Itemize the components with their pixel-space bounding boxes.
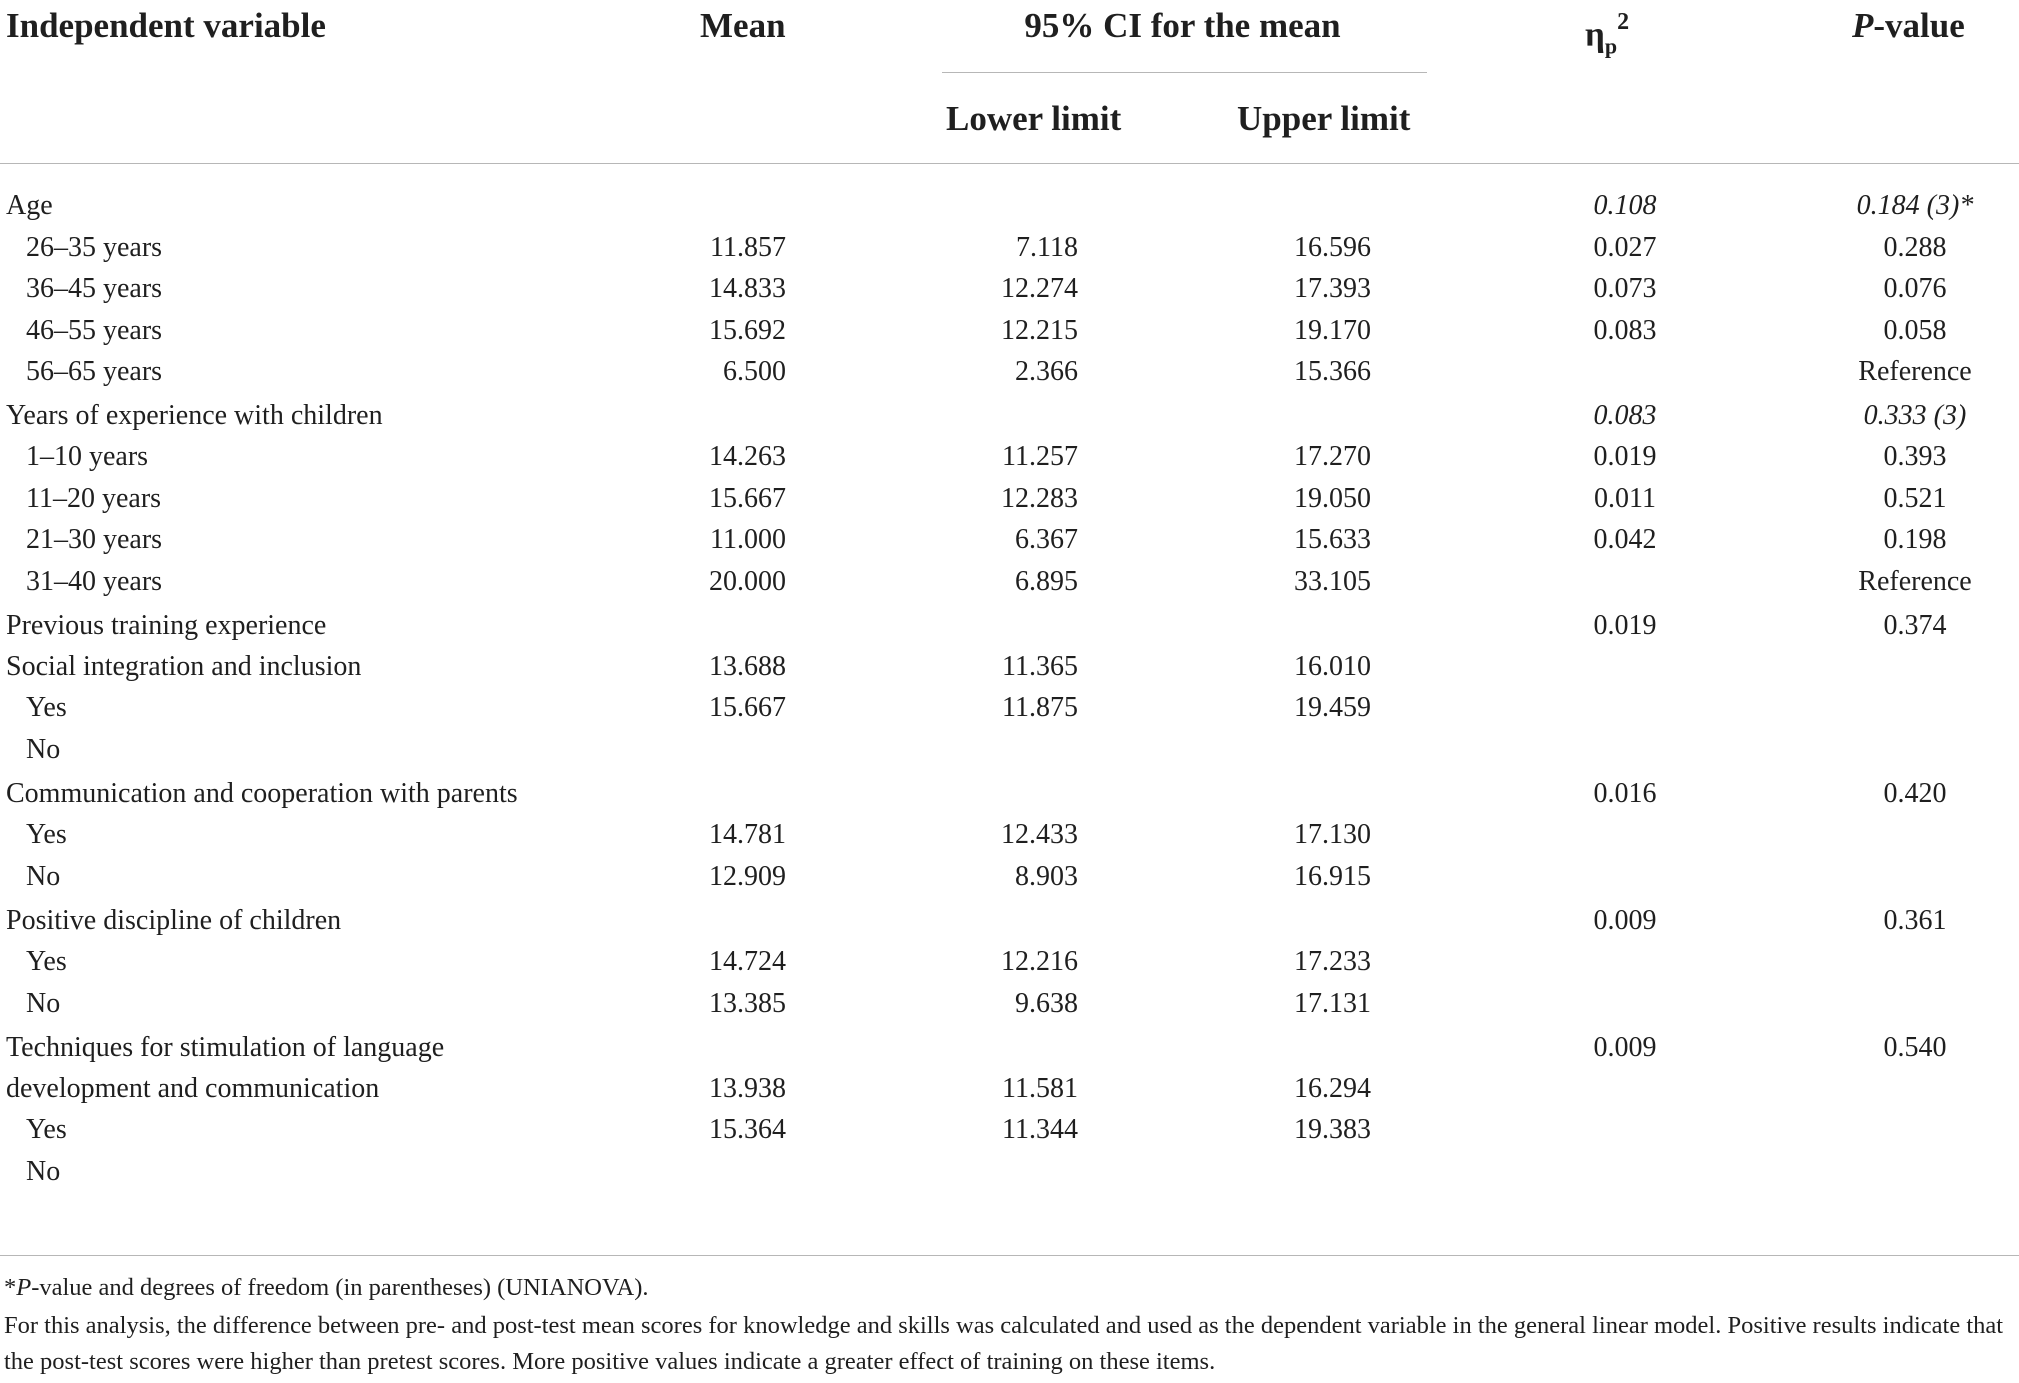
row-lower: 12.433: [1001, 819, 1078, 850]
row-label: 21–30 years: [26, 524, 163, 555]
row-lower: 11.365: [1002, 651, 1078, 682]
header-mean: Mean: [700, 6, 786, 45]
row-lower: 12.274: [1001, 273, 1078, 304]
header-p-italic: P: [1852, 6, 1874, 45]
row-upper: 17.130: [1294, 819, 1371, 850]
row-p: 0.058: [1883, 315, 1947, 346]
row-label: 1–10 years: [26, 441, 149, 472]
row-lower: 6.367: [1015, 524, 1078, 555]
table-bottom-rule: [0, 1255, 2019, 1256]
footnote-star: *: [4, 1274, 17, 1301]
row-eta: 0.019: [1593, 610, 1657, 641]
row-lower: 11.875: [1002, 692, 1078, 723]
row-label: No: [26, 734, 61, 765]
row-label: 26–35 years: [26, 232, 163, 263]
row-label: 36–45 years: [26, 273, 163, 304]
row-mean: 15.667: [709, 692, 786, 723]
row-mean: 12.909: [709, 861, 786, 892]
header-eta-sub: p: [1604, 33, 1618, 59]
row-upper: 15.633: [1294, 524, 1371, 555]
header-upper-limit: Upper limit: [1237, 99, 1411, 138]
footnote-p-value: [4, 1270, 2014, 1306]
row-label: Yes: [26, 946, 67, 977]
row-lower: 7.118: [1016, 232, 1078, 263]
header-p-rest: -value: [1873, 6, 1965, 45]
row-mean: 13.938: [709, 1073, 786, 1104]
row-lower: 2.366: [1015, 356, 1078, 387]
header-rule: [0, 163, 2019, 164]
row-eta: 0.009: [1593, 905, 1657, 936]
row-p: 0.361: [1883, 905, 1947, 936]
row-p: 0.393: [1883, 441, 1947, 472]
row-mean: 14.781: [709, 819, 786, 850]
row-p: Reference: [1858, 356, 1972, 387]
row-mean: 11.857: [710, 232, 786, 263]
row-lower: 12.215: [1001, 315, 1078, 346]
row-eta: 0.083: [1593, 315, 1657, 346]
header-eta-squared: [1585, 6, 1629, 67]
row-eta: 0.019: [1593, 441, 1657, 472]
row-mean: 20.000: [709, 566, 786, 597]
row-eta: 0.073: [1593, 273, 1657, 304]
row-mean: 15.692: [709, 315, 786, 346]
row-lower: 8.903: [1015, 861, 1078, 892]
row-label: Years of experience with children: [6, 400, 383, 431]
row-upper: 17.393: [1294, 273, 1371, 304]
row-eta: 0.027: [1593, 232, 1657, 263]
row-label: 31–40 years: [26, 566, 163, 597]
row-upper: 16.294: [1294, 1073, 1371, 1104]
row-label: No: [26, 861, 61, 892]
row-eta: 0.083: [1593, 400, 1657, 431]
row-lower: 9.638: [1015, 988, 1078, 1019]
row-label: No: [26, 1156, 61, 1187]
row-upper: 19.383: [1294, 1114, 1371, 1145]
row-p: Reference: [1858, 566, 1972, 597]
row-label: development and communication: [6, 1073, 380, 1104]
footnote-analysis: For this analysis, the difference between pre- and post-test mean scores for knowledge and skills was calculated and used as the dependent variable in the general linear model. Positive results indicate that the post-test scores were higher than pretest scores. More positive values indicate a greater effect of training on these items.: [4, 1312, 2004, 1375]
row-mean: 13.688: [709, 651, 786, 682]
row-eta: 0.016: [1593, 778, 1657, 809]
row-lower: 12.283: [1001, 483, 1078, 514]
row-p: 0.420: [1883, 778, 1947, 809]
row-lower: 11.344: [1002, 1114, 1078, 1145]
footnote-p-rest: -value and degrees of freedom (in parentheses) (UNIANOVA).: [31, 1274, 649, 1301]
row-p: 0.374: [1883, 610, 1947, 641]
row-p: 0.521: [1883, 483, 1947, 514]
row-upper: 16.596: [1294, 232, 1371, 263]
row-eta: 0.042: [1593, 524, 1657, 555]
row-label: Positive discipline of children: [6, 905, 342, 936]
row-label: Previous training experience: [6, 610, 327, 641]
row-mean: 14.833: [709, 273, 786, 304]
row-label: Age: [6, 190, 53, 221]
row-p: 0.184 (3)*: [1856, 190, 1974, 221]
row-label: Communication and cooperation with parents: [6, 778, 518, 809]
row-upper: 15.366: [1294, 356, 1371, 387]
row-p: 0.198: [1883, 524, 1947, 555]
header-eta-base: η: [1585, 14, 1605, 54]
row-p: 0.076: [1883, 273, 1947, 304]
row-upper: 33.105: [1294, 566, 1371, 597]
ci-underline: [942, 72, 1427, 73]
row-mean: 13.385: [709, 988, 786, 1019]
row-p: 0.288: [1883, 232, 1947, 263]
row-upper: 17.131: [1294, 988, 1371, 1019]
row-label: Yes: [26, 819, 67, 850]
header-p-value: [1852, 6, 1965, 46]
row-mean: 15.667: [709, 483, 786, 514]
row-mean: 14.724: [709, 946, 786, 977]
header-independent-variable: Independent variable: [6, 6, 326, 45]
row-label: 11–20 years: [26, 483, 162, 514]
row-upper: 16.915: [1294, 861, 1371, 892]
row-eta: 0.009: [1593, 1032, 1657, 1063]
row-p: 0.540: [1883, 1032, 1947, 1063]
row-upper: 19.459: [1294, 692, 1371, 723]
row-label: 56–65 years: [26, 356, 163, 387]
row-upper: 16.010: [1294, 651, 1371, 682]
footnote-p-italic: P: [16, 1274, 32, 1301]
row-p: 0.333 (3): [1863, 400, 1967, 431]
row-lower: 11.257: [1002, 441, 1078, 472]
row-label: Social integration and inclusion: [6, 651, 362, 682]
header-eta-sup: 2: [1617, 9, 1630, 35]
row-lower: 11.581: [1002, 1073, 1078, 1104]
row-upper: 17.270: [1294, 441, 1371, 472]
row-label: Techniques for stimulation of language: [6, 1032, 445, 1063]
row-eta: 0.011: [1594, 483, 1656, 514]
header-ci: 95% CI for the mean: [1024, 6, 1341, 45]
row-eta: 0.108: [1593, 190, 1657, 221]
row-upper: 19.050: [1294, 483, 1371, 514]
row-upper: 19.170: [1294, 315, 1371, 346]
row-mean: 11.000: [710, 524, 786, 555]
row-label: Yes: [26, 1114, 67, 1145]
row-mean: 15.364: [709, 1114, 786, 1145]
row-mean: 6.500: [723, 356, 786, 387]
header-lower-limit: Lower limit: [946, 99, 1122, 138]
row-lower: 6.895: [1015, 566, 1078, 597]
row-label: 46–55 years: [26, 315, 163, 346]
row-mean: 14.263: [709, 441, 786, 472]
row-lower: 12.216: [1001, 946, 1078, 977]
row-upper: 17.233: [1294, 946, 1371, 977]
row-label: Yes: [26, 692, 67, 723]
row-label: No: [26, 988, 61, 1019]
